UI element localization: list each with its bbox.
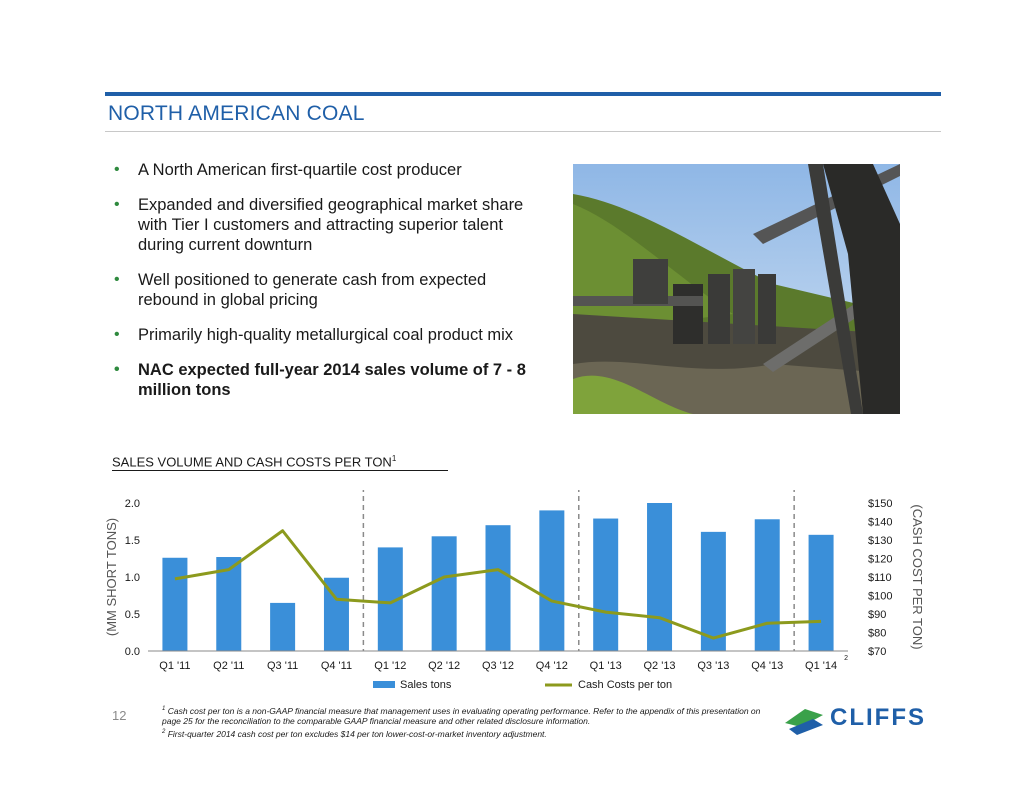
y-axis-label: (MM SHORT TONS): [104, 517, 119, 637]
page-number: 12: [112, 708, 127, 723]
bar-6: [486, 525, 511, 651]
bullet-item-bold: • NAC expected full-year 2014 sales volume of 7 - 8 million tons: [114, 361, 526, 399]
bullet-item: • Well positioned to generate cash from expected rebound in global pricing: [114, 271, 487, 309]
bar-7: [539, 510, 564, 651]
x-tick-label-10: Q3 '13: [697, 660, 730, 672]
legend-sales-swatch: [373, 681, 395, 688]
y2-tick-label: $110: [868, 572, 892, 584]
bullet-dot-icon: •: [114, 271, 120, 288]
x-tick-label-3: Q4 '11: [320, 660, 353, 672]
y-tick-label: 1.0: [124, 572, 140, 584]
x-tick-label-11: Q4 '13: [751, 660, 784, 672]
chart-heading: SALES VOLUME AND CASH COSTS PER TON$^1$: [112, 454, 397, 470]
x-tick-label-8: Q1 '13: [589, 660, 622, 672]
bullet-item: • Expanded and diversified geographical market share with Tier I customers and attracting superior talent during current downturn: [114, 196, 524, 254]
x-tick-label-6: Q3 '12: [481, 660, 515, 672]
title-divider: [105, 131, 941, 132]
top-rule: [105, 92, 941, 96]
x-tick-label-5: Q2 '12: [428, 660, 461, 672]
page-title: NORTH AMERICAN COAL: [108, 102, 365, 125]
bullet-dot-icon: •: [114, 361, 120, 378]
y2-tick-label: $100: [868, 590, 893, 603]
cliffs-logo-text: CLIFFS: [830, 704, 926, 731]
year-dividers: [363, 490, 794, 651]
bullet-dot-icon: •: [114, 196, 120, 213]
y2-tick-label: $70: [868, 646, 887, 658]
bar-10: [701, 532, 726, 651]
x-tick-label-1: Q2 '11: [213, 660, 245, 672]
x-tick-label-7: Q4 '12: [535, 660, 568, 672]
y2-tick-label: $80: [868, 627, 887, 640]
legend-cost-label: Cash Costs per ton: [578, 679, 673, 691]
chart-legend: [373, 679, 672, 691]
bullet-dot-icon: •: [114, 161, 120, 178]
y2-axis-label: (CASH COST PER TON): [910, 504, 925, 650]
bar-9: [647, 503, 672, 651]
coal-mine-photo: [573, 164, 900, 414]
legend-sales-label: Sales tons: [400, 679, 452, 691]
chart-heading-underline: [112, 470, 448, 471]
x-tick-footnote-sup: 2: [844, 655, 848, 662]
bar-group: [162, 503, 833, 651]
bullet-item: • Primarily high-quality metallurgical coal product mix: [114, 326, 514, 344]
y-tick-label: 0.5: [124, 609, 140, 621]
x-tick-label-0: Q1 '11: [159, 660, 191, 672]
sales-cost-chart: [90, 490, 930, 700]
y-tick-label: 0.0: [124, 646, 140, 658]
bar-2: [270, 603, 295, 651]
x-tick-label-2: Q3 '11: [266, 660, 299, 672]
bar-0: [162, 558, 187, 651]
y2-tick-label: $130: [868, 535, 893, 547]
x-tick-label-4: Q1 '12: [374, 660, 407, 672]
bullet-dot-icon: •: [114, 326, 120, 343]
bar-11: [755, 519, 780, 651]
bar-5: [432, 536, 457, 651]
y-tick-label: 1.5: [124, 535, 140, 547]
bullet-item: • A North American first-quartile cost producer: [114, 161, 462, 179]
bullet-list: [112, 160, 532, 415]
y2-tick-label: $140: [868, 516, 893, 529]
y2-tick-label: $90: [868, 609, 887, 621]
y2-tick-label: $120: [868, 553, 893, 566]
bar-8: [593, 519, 618, 651]
y2-tick-label: $150: [868, 498, 893, 510]
bar-12: [809, 535, 834, 651]
x-tick-label-12: Q1 '14: [805, 660, 838, 672]
x-tick-label-9: Q2 '13: [643, 660, 676, 672]
y-tick-label: 2.0: [124, 498, 140, 510]
footnote-2: $^2$ First-quarter 2014 cash cost per ton excludes $14 per ton lower-cost-or-market inventory adjustment.: [162, 728, 547, 739]
footnote-1: $^1$ Cash cost per ton is a non-GAAP financial measure that management uses in evaluating operating performance. Refer to the appendix of this presentation on page 25 for the reconciliation to the comparable GAAP financial measure and other related disclosure information.: [162, 705, 761, 726]
coal-mine-photo-icon: [573, 164, 900, 414]
